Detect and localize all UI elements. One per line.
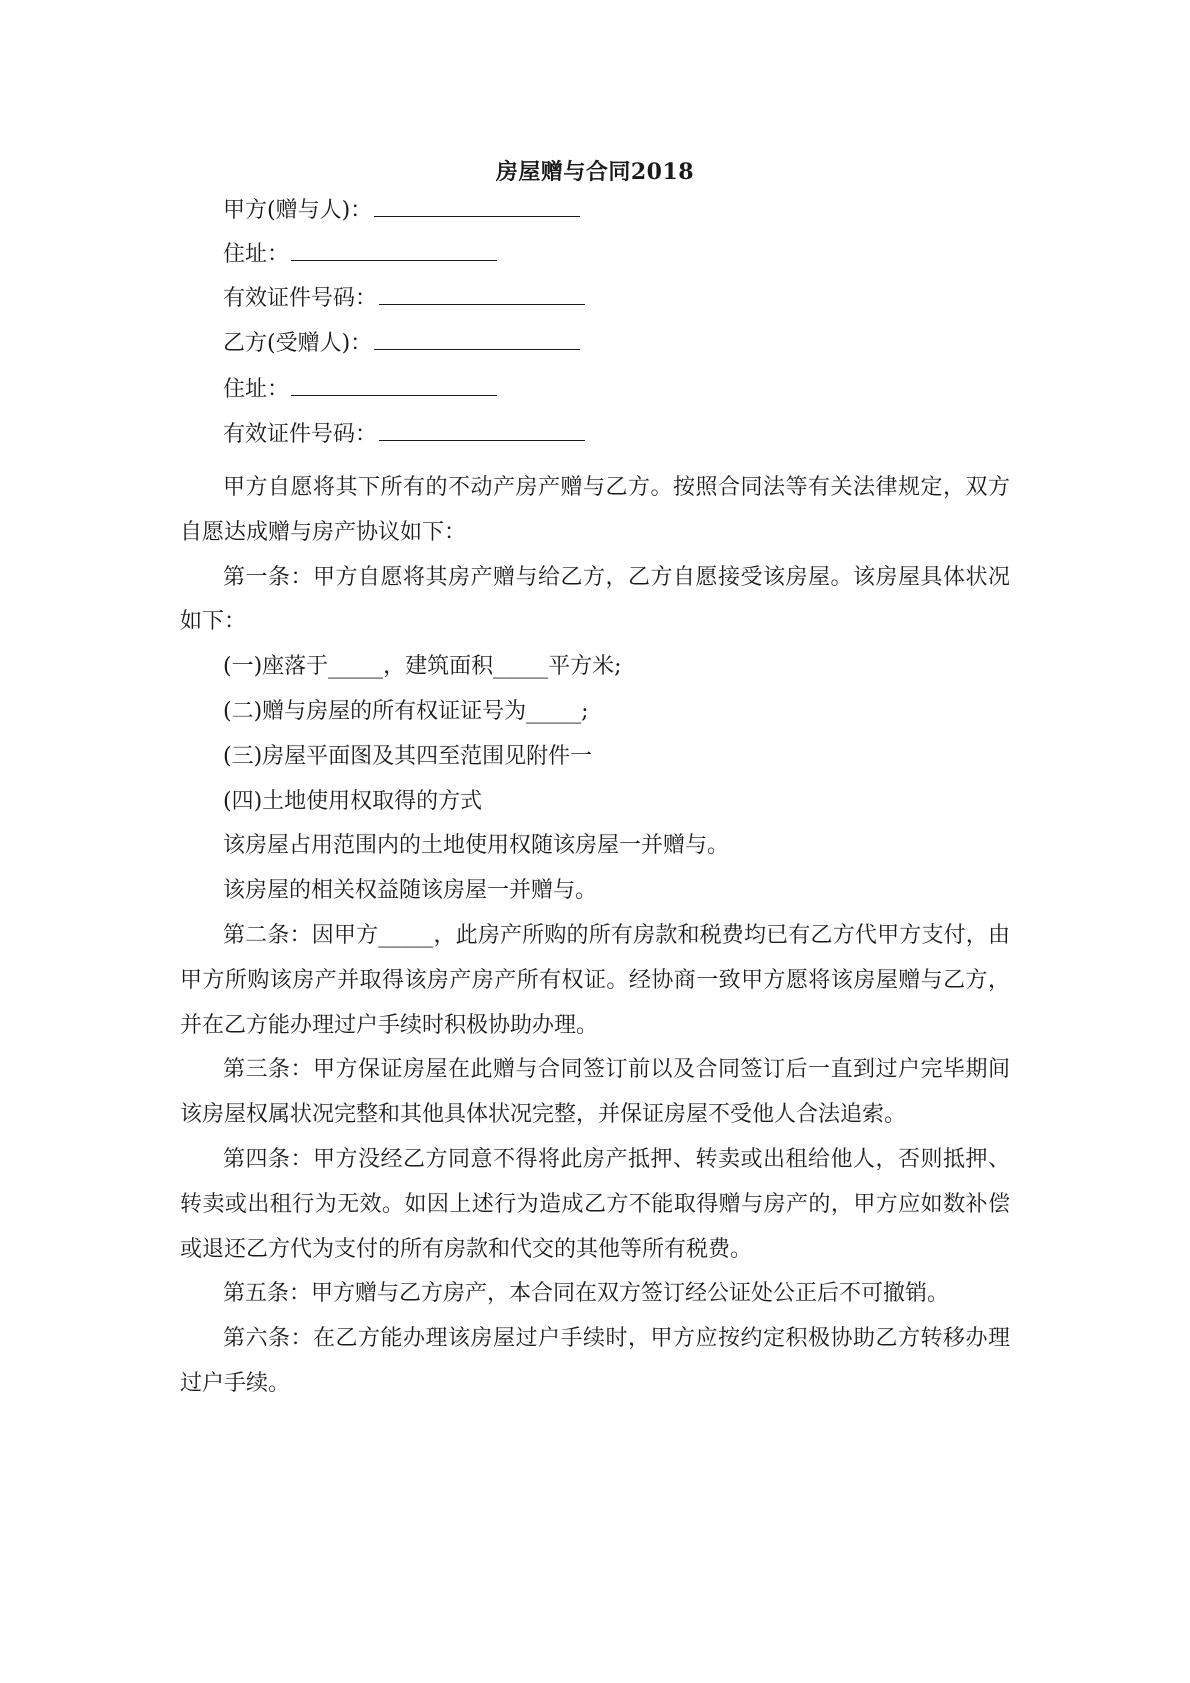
article-3: 第三条：甲方保证房屋在此赠与合同签订前以及合同签订后一直到过户完毕期间该房屋权属状况完整和其他具体状况完整，并保证房屋不受他人合法追索。 — [180, 1057, 1010, 1128]
field-label: 住址： — [223, 242, 290, 267]
fill-blank-line — [374, 327, 580, 350]
article-1-item-1: (一)座落于_____，建筑面积_____平方米; — [223, 654, 622, 680]
intro-paragraph: 甲方自愿将其下所有的不动产房产赠与乙方。按照合同法等有关法律规定，双方自愿达成赠与房产协议如下： — [180, 475, 1010, 545]
contract-body — [180, 466, 1010, 1407]
article-1: 第一条：甲方自愿将其房产赠与给乙方，乙方自愿接受该房屋。该房屋具体状况如下： — [180, 564, 1010, 635]
article-1-item-3: (三)房屋平面图及其四至范围见附件一 — [223, 743, 593, 769]
field-label: 乙方(受赠人)： — [223, 331, 373, 356]
party-b-id-field — [223, 418, 585, 450]
article-5: 第五条：甲方赠与乙方房产，本合同在双方签订经公证处公正后不可撤销。 — [223, 1281, 950, 1307]
article-6: 第六条：在乙方能办理该房屋过户手续时，甲方应按约定积极协助乙方转移办理过户手续。 — [180, 1326, 1010, 1396]
rights-paragraph: 该房屋的相关权益随该房屋一并赠与。 — [223, 878, 598, 904]
field-label: 住址： — [223, 377, 290, 402]
fill-blank-line — [291, 373, 497, 396]
document-title: 房屋赠与合同2018 — [495, 159, 695, 185]
field-label: 有效证件号码： — [223, 422, 378, 447]
fill-blank-line — [379, 282, 585, 305]
party-b-name-field — [223, 327, 580, 359]
article-2: 第二条：因甲方_____，此房产所购的所有房款和税费均已有乙方代甲方支付，由甲方所购该房产并取得该房产房产所有权证。经协商一致甲方愿将该房屋赠与乙方，并在乙方能办理过户手续时积极协助办理。 — [180, 922, 1010, 1038]
field-label: 甲方(赠与人)： — [223, 198, 373, 223]
fill-blank-line — [291, 238, 497, 261]
land-use-paragraph: 该房屋占用范围内的土地使用权随该房屋一并赠与。 — [223, 833, 730, 859]
party-a-id-field — [223, 282, 585, 314]
article-4: 第四条：甲方没经乙方同意不得将此房产抵押、转卖或出租给他人，否则抵押、转卖或出租行为无效。如因上述行为造成乙方不能取得赠与房产的，甲方应如数补偿或退还乙方代为支付的所有房款和代交的其他等所有税费。 — [180, 1146, 1010, 1262]
fill-blank-line — [379, 418, 585, 441]
party-b-address-field — [223, 373, 497, 405]
party-a-address-field — [223, 238, 497, 270]
article-1-item-2: (二)赠与房屋的所有权证证号为_____; — [223, 698, 589, 724]
fill-blank-line — [374, 194, 580, 217]
article-1-item-4: (四)土地使用权取得的方式 — [223, 788, 483, 814]
party-a-name-field — [223, 194, 580, 226]
field-label: 有效证件号码： — [223, 286, 378, 311]
